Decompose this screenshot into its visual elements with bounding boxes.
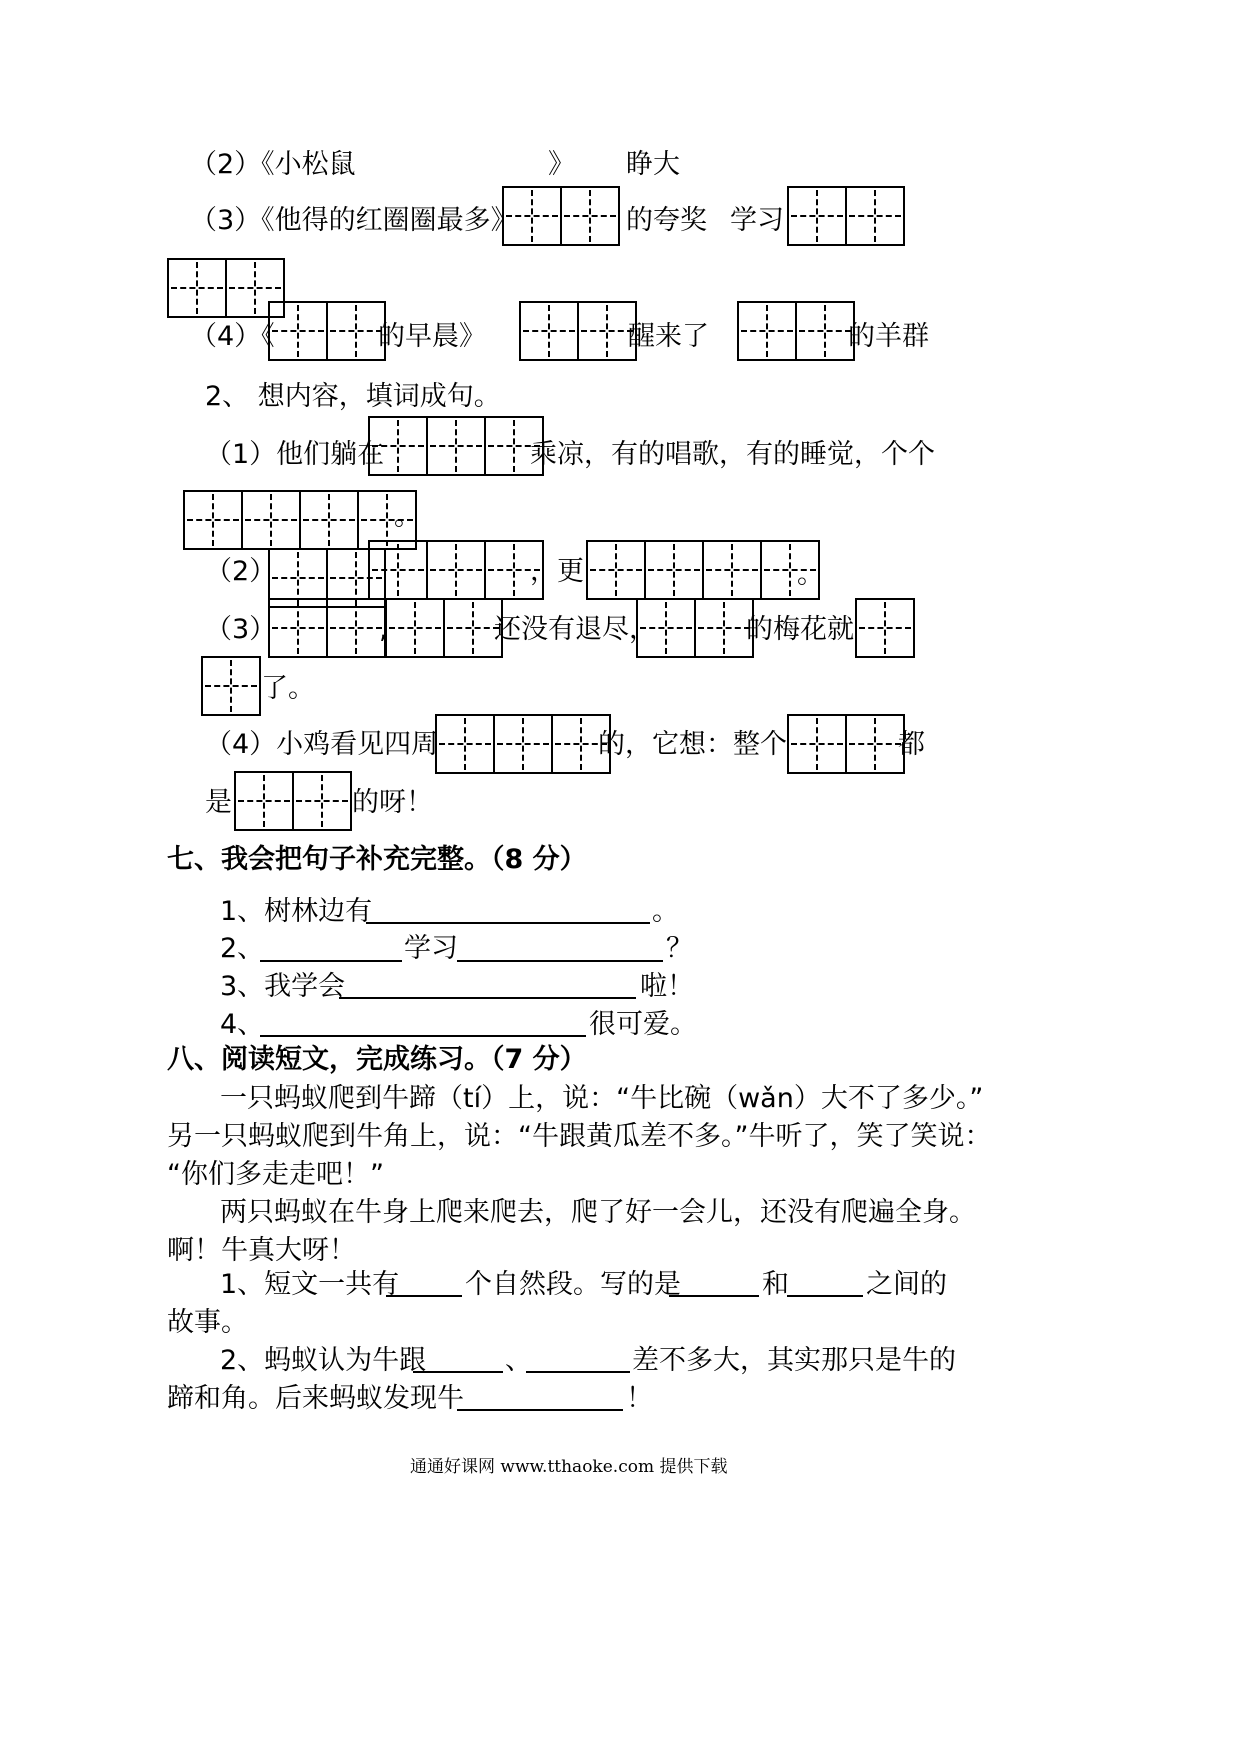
- char-grid[interactable]: [268, 301, 386, 361]
- s1-end: 。: [394, 501, 421, 532]
- char-cell[interactable]: [562, 186, 620, 246]
- s1-prefix: （1）他们躺在: [205, 439, 385, 470]
- answer-blank[interactable]: [339, 997, 636, 999]
- char-cell[interactable]: [789, 714, 847, 774]
- passage-line: “你们多走走吧！”: [167, 1159, 384, 1190]
- p3-prefix: （3）《他得的红圈圈最多》: [190, 205, 518, 236]
- s4-mid: 的，它想：整个: [598, 729, 787, 760]
- s2-prefix: （2）: [205, 556, 277, 587]
- passage-line: 啊！牛真大呀！: [167, 1235, 356, 1266]
- s8-q1-line2: 故事。: [167, 1307, 248, 1338]
- char-cell[interactable]: [169, 258, 227, 318]
- s8-q1-and: 和: [762, 1269, 789, 1300]
- answer-blank[interactable]: [366, 922, 650, 924]
- s4-mid2: 都: [898, 729, 925, 760]
- char-grid[interactable]: [368, 416, 544, 476]
- char-cell[interactable]: [270, 301, 328, 361]
- p2-close: 》: [548, 149, 575, 180]
- answer-blank[interactable]: [787, 1295, 863, 1297]
- char-grid[interactable]: [368, 540, 544, 600]
- s7-item1-prefix: 1、树林边有: [220, 896, 373, 927]
- char-cell[interactable]: [857, 598, 915, 658]
- s3-prefix: （3）: [205, 614, 277, 645]
- page-footer: 通通好课网 www.tthaoke.com 提供下载: [410, 1457, 728, 1477]
- s4-prefix: （4）小鸡看见四周: [205, 729, 439, 760]
- char-grid[interactable]: [234, 771, 352, 831]
- answer-blank[interactable]: [386, 1295, 462, 1297]
- passage-line: 另一只蚂蚁爬到牛角上，说：“牛跟黄瓜差不多。”牛听了，笑了笑说：: [167, 1121, 992, 1152]
- s8-q2-end: ！: [626, 1383, 653, 1414]
- s7-item2-mid: 学习: [404, 933, 458, 964]
- answer-blank[interactable]: [457, 1409, 623, 1411]
- char-cell[interactable]: [270, 598, 328, 658]
- p4-mid2: 醒来了: [628, 321, 709, 352]
- p3-mid: 的夸奖: [626, 205, 707, 236]
- p3-word: 学习: [730, 205, 784, 236]
- q2-title: 2、 想内容，填词成句。: [205, 381, 501, 412]
- s8-q1-prefix: 1、短文一共有: [220, 1269, 400, 1300]
- char-grid[interactable]: [855, 598, 915, 658]
- char-cell[interactable]: [236, 771, 294, 831]
- char-cell[interactable]: [243, 490, 301, 550]
- char-grid[interactable]: [385, 598, 503, 658]
- char-cell[interactable]: [521, 301, 579, 361]
- s3-comma: ,: [379, 614, 388, 645]
- answer-blank[interactable]: [260, 960, 402, 962]
- char-cell[interactable]: [847, 186, 905, 246]
- char-cell[interactable]: [847, 714, 905, 774]
- char-cell[interactable]: [588, 540, 646, 600]
- section8-title: 八、阅读短文，完成练习。（7 分）: [167, 1044, 587, 1075]
- s7-item4-prefix: 4、: [220, 1009, 265, 1040]
- p2-prefix: （2）《小松鼠: [190, 149, 356, 180]
- s7-item1-end: 。: [652, 896, 679, 927]
- s2-mid: ，更: [530, 556, 584, 587]
- s7-item3-prefix: 3、我学会: [220, 971, 346, 1002]
- s4-end: 的呀！: [352, 787, 433, 818]
- s8-q2-sep: 、: [505, 1345, 532, 1376]
- char-cell[interactable]: [301, 490, 359, 550]
- s2-end: 。: [797, 559, 824, 590]
- passage-line: 一只蚂蚁爬到牛蹄（tí）上，说：“牛比碗（wǎn）大不了多少。”: [220, 1083, 984, 1114]
- char-cell[interactable]: [437, 714, 495, 774]
- s7-item2-end: ？: [666, 933, 693, 964]
- answer-blank[interactable]: [669, 1295, 759, 1297]
- char-cell[interactable]: [328, 598, 386, 658]
- s7-item4-end: 很可爱。: [589, 1009, 697, 1040]
- char-grid[interactable]: [268, 598, 386, 658]
- s7-item3-end: 啦！: [640, 971, 694, 1002]
- char-cell[interactable]: [704, 540, 762, 600]
- char-cell[interactable]: [646, 540, 704, 600]
- s7-item2-prefix: 2、: [220, 933, 265, 964]
- char-grid[interactable]: [201, 656, 261, 716]
- char-cell[interactable]: [739, 301, 797, 361]
- answer-blank[interactable]: [413, 1371, 503, 1373]
- char-cell[interactable]: [370, 416, 428, 476]
- char-grid[interactable]: [435, 714, 611, 774]
- answer-blank[interactable]: [526, 1371, 630, 1373]
- s8-q2-line2-prefix: 蹄和角。后来蚂蚁发现牛: [167, 1383, 464, 1414]
- s3-end: 了。: [261, 673, 315, 704]
- answer-blank[interactable]: [457, 960, 663, 962]
- char-cell[interactable]: [294, 771, 352, 831]
- p4-mid: 的早晨》: [378, 321, 486, 352]
- char-cell[interactable]: [428, 540, 486, 600]
- s3-mid: 还没有退尽，: [494, 614, 656, 645]
- s1-mid: 乘凉，有的唱歌，有的睡觉，个个: [530, 439, 935, 470]
- s8-q2-prefix: 2、蚂蚁认为牛跟: [220, 1345, 427, 1376]
- char-grid[interactable]: [737, 301, 855, 361]
- char-grid[interactable]: [787, 186, 905, 246]
- char-cell[interactable]: [185, 490, 243, 550]
- char-grid[interactable]: [586, 540, 820, 600]
- section7-title: 七、我会把句子补充完整。（8 分）: [167, 844, 587, 875]
- char-cell[interactable]: [387, 598, 445, 658]
- char-cell[interactable]: [428, 416, 486, 476]
- char-cell[interactable]: [370, 540, 428, 600]
- char-grid[interactable]: [787, 714, 905, 774]
- s8-q1-mid: 个自然段。写的是: [465, 1269, 681, 1300]
- passage-line: 两只蚂蚁在牛身上爬来爬去，爬了好一会儿，还没有爬遍全身。: [220, 1197, 976, 1228]
- char-cell[interactable]: [638, 598, 696, 658]
- s8-q2-mid: 差不多大，其实那只是牛的: [632, 1345, 956, 1376]
- char-grid[interactable]: [502, 186, 620, 246]
- p2-word: 睁大: [626, 149, 680, 180]
- s3-mid2: 的梅花就: [746, 614, 854, 645]
- char-grid[interactable]: [519, 301, 637, 361]
- char-grid[interactable]: [636, 598, 754, 658]
- p4-end: 的羊群: [848, 321, 929, 352]
- s8-q1-end: 之间的: [866, 1269, 947, 1300]
- s4-line2-prefix: 是: [205, 787, 232, 818]
- char-cell[interactable]: [203, 656, 261, 716]
- char-cell[interactable]: [504, 186, 562, 246]
- char-cell[interactable]: [789, 186, 847, 246]
- char-cell[interactable]: [797, 301, 855, 361]
- char-cell[interactable]: [495, 714, 553, 774]
- answer-blank[interactable]: [260, 1035, 586, 1037]
- p4-prefix: （4）《: [190, 321, 275, 352]
